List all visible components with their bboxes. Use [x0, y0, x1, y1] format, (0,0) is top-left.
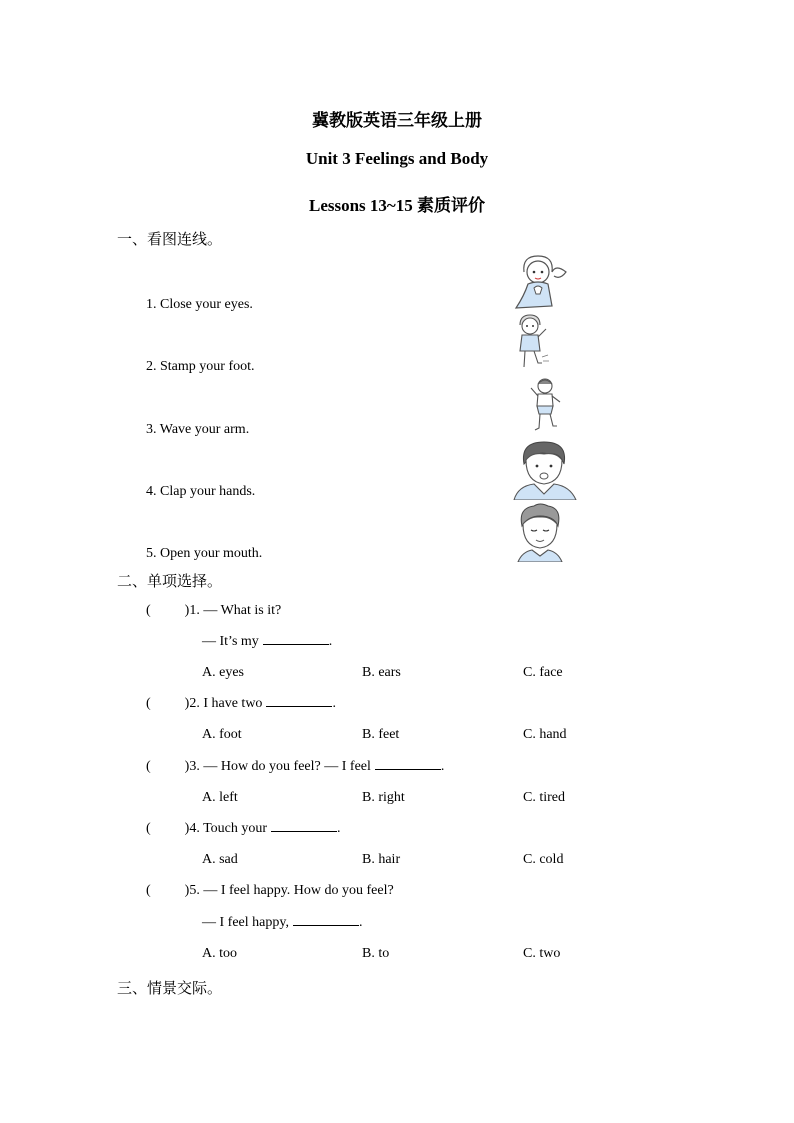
option-b: B. hair [362, 852, 401, 867]
option-b: B. feet [362, 727, 400, 742]
question-1 [146, 603, 281, 619]
option-c: C. two [523, 946, 561, 961]
fill-blank[interactable] [271, 830, 337, 832]
section1-heading: 一、看图连线。 [117, 232, 223, 248]
page-title: 冀教版英语三年级上册 [312, 111, 482, 130]
section2-heading: 二、单项选择。 [117, 574, 223, 590]
match-item-2: 2. Stamp your foot. [146, 359, 255, 374]
option-a: A. sad [202, 852, 238, 867]
match-item-4: 4. Clap your hands. [146, 484, 256, 499]
option-c: C. cold [523, 852, 564, 867]
option-b: B. right [362, 790, 405, 805]
man-open-mouth-illustration [512, 438, 578, 500]
lesson-title: Lessons 13~15 素质评价 [308, 196, 486, 215]
option-c: C. hand [523, 727, 567, 742]
boy-closed-eyes-illustration [514, 502, 566, 562]
option-b: B. to [362, 946, 390, 961]
option-c: C. tired [523, 790, 565, 805]
option-a: A. left [202, 790, 238, 805]
question-1-text: )1. — What is it? [184, 603, 282, 618]
boy-waving-illustration [527, 376, 565, 434]
question-3: ( )3. — How do you feel? — I feel . [146, 759, 445, 774]
option-a: A. too [202, 946, 237, 961]
girl-stamping-illustration [512, 313, 552, 373]
option-b: B. ears [362, 665, 401, 680]
match-item-3: 3. Wave your arm. [146, 422, 250, 437]
girl-clapping-illustration [510, 250, 570, 310]
section3-heading: 三、情景交际。 [117, 981, 223, 997]
option-a: A. eyes [202, 665, 244, 680]
match-item-5: 5. Open your mouth. [146, 546, 263, 561]
fill-blank[interactable] [375, 768, 441, 770]
fill-blank[interactable] [266, 705, 332, 707]
match-item-1: 1. Close your eyes. [146, 297, 253, 312]
question-4: ( )4. Touch your . [146, 821, 341, 836]
question-5-line2: — I feel happy, . [202, 915, 363, 930]
fill-blank[interactable] [293, 924, 359, 926]
question-2: ( )2. I have two . [146, 696, 336, 711]
fill-blank[interactable] [263, 643, 329, 645]
option-a: A. foot [202, 727, 242, 742]
option-c: C. face [523, 665, 563, 680]
question-5: ( )5. — I feel happy. How do you feel? [146, 883, 394, 898]
question-1-line2: — It’s my . [202, 634, 333, 649]
unit-title: Unit 3 Feelings and Body [305, 149, 489, 168]
answer-paren-open: ( [146, 603, 151, 618]
